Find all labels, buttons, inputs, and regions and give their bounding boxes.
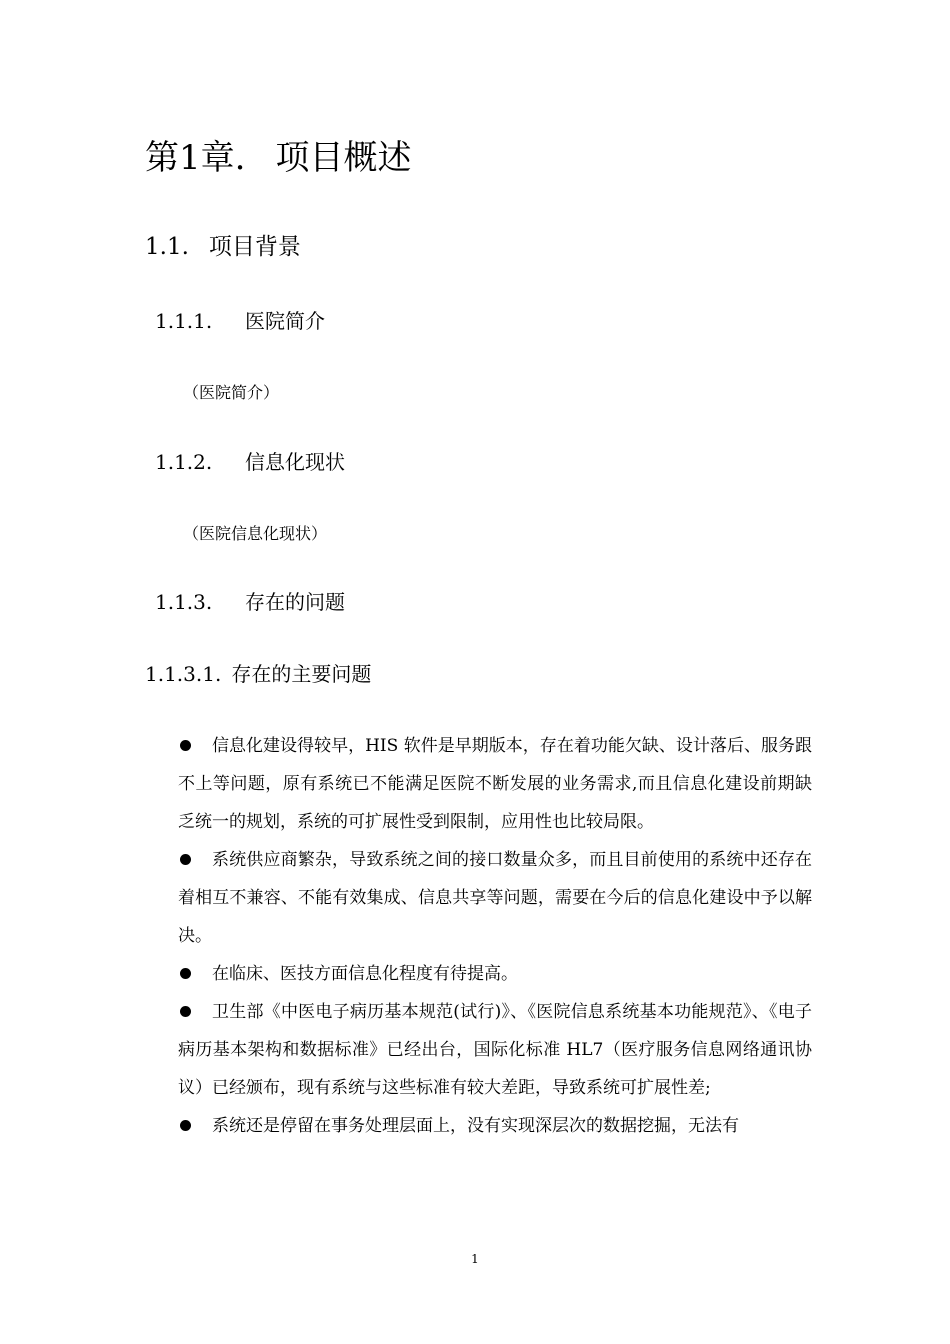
- page-number: 1: [471, 1252, 479, 1266]
- chapter-heading: [145, 133, 411, 183]
- list-item-text: 在临床、医技方面信息化程度有待提高。: [212, 964, 518, 984]
- bullet-icon: [180, 968, 191, 979]
- bullet-list: [178, 727, 812, 1145]
- list-item-text: 系统供应商繁杂，导致系统之间的接口数量众多，而且目前使用的系统中还存在着相互不兼容、不能有效集成、信息共享等问题，需要在今后的信息化建设中予以解决。: [178, 850, 812, 946]
- list-item: [178, 727, 812, 841]
- bullet-icon: [180, 854, 191, 865]
- bullet-icon: [180, 1120, 191, 1131]
- list-item: [178, 1107, 812, 1145]
- subsection-heading-problems: [155, 586, 345, 618]
- list-item-text: 系统还是停留在事务处理层面上，没有实现深层次的数据挖掘，无法有: [212, 1116, 739, 1136]
- placeholder-it-status: （医院信息化现状）: [183, 524, 328, 543]
- section-heading: [145, 229, 301, 265]
- subsection-title: 信息化现状: [245, 450, 345, 474]
- list-item: [178, 993, 812, 1107]
- subsection-number: 1.1.2.: [155, 450, 213, 474]
- subsection-number: 1.1.3.: [155, 590, 213, 614]
- list-item-text: 卫生部《中医电子病历基本规范(试行)》、《医院信息系统基本功能规范》、《电子病历基本架构和数据标准》已经出台，国际化标准 HL7（医疗服务信息网络通讯协议）已经颁布，现有系统与这些标准有较大差距，导致系统可扩展性差;: [178, 1002, 812, 1098]
- subsubsection-heading: [145, 658, 371, 690]
- section-number: 1.1.: [145, 234, 189, 260]
- subsubsection-number: 1.1.3.1.: [145, 662, 222, 686]
- placeholder-hospital-intro: （医院简介）: [183, 383, 280, 402]
- chapter-title: 项目概述: [275, 138, 412, 178]
- list-item-text: 信息化建设得较早，HIS 软件是早期版本，存在着功能欠缺、设计落后、服务跟不上等问题，原有系统已不能满足医院不断发展的业务需求,而且信息化建设前期缺乏统一的规划，系统的可扩展性受到限制，应用性也比较局限。: [178, 736, 812, 832]
- subsection-heading-it-status: [155, 446, 345, 478]
- subsection-heading-hospital-intro: [155, 305, 325, 337]
- subsection-title: 医院简介: [245, 309, 325, 333]
- section-title: 项目背景: [208, 234, 301, 260]
- list-item: [178, 955, 812, 993]
- subsubsection-title: 存在的主要问题: [231, 662, 372, 686]
- list-item: [178, 841, 812, 955]
- chapter-number: 第1章.: [145, 138, 246, 178]
- bullet-icon: [180, 1006, 191, 1017]
- bullet-icon: [180, 740, 191, 751]
- subsection-title: 存在的问题: [245, 590, 345, 614]
- subsection-number: 1.1.1.: [155, 309, 213, 333]
